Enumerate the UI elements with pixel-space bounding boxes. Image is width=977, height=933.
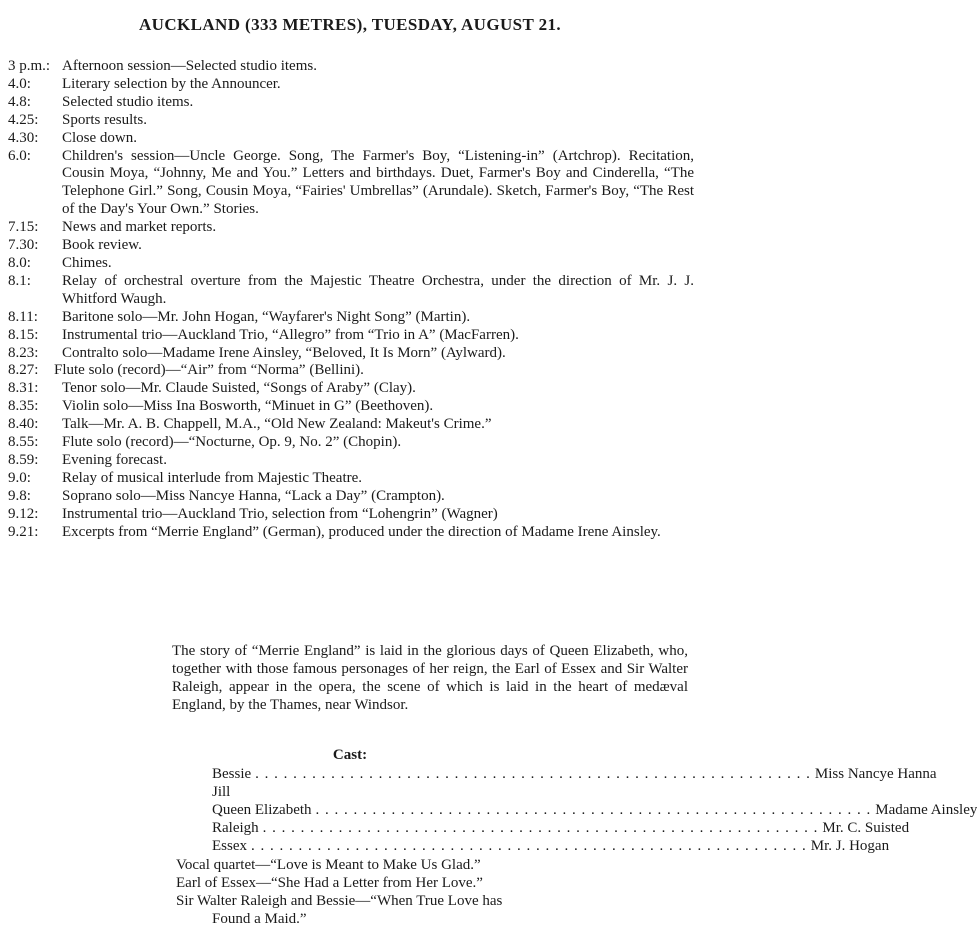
- entry-description: Instrumental trio—Auckland Trio, “Allegro” from “Trio in A” (MacFarren).: [62, 326, 519, 343]
- schedule-entry: [8, 416, 694, 434]
- cast-actor: Miss Nancye Hanna: [814, 766, 937, 782]
- entry-time: 4.30:: [8, 129, 39, 146]
- entry-description: Flute solo (record)—“Air” from “Norma” (Bellini).: [54, 362, 364, 379]
- entry-time: 7.15:: [8, 219, 39, 236]
- cast-row: [212, 801, 977, 820]
- entry-time: 3 p.m.:: [8, 58, 51, 74]
- schedule-entry: [8, 58, 694, 76]
- cast-list: [212, 766, 977, 855]
- dot-leader: . . . . . . . . . . . . . . . . . . . . . . . . . . . . . . . . . . . . . . . . . . . . . . . . . . . . . . . . . . .: [251, 837, 807, 854]
- schedule-entry: [8, 130, 694, 148]
- entry-description: Selected studio items.: [62, 93, 194, 110]
- schedule-entry: [8, 94, 694, 112]
- entry-time: 9.0:: [8, 469, 31, 486]
- entry-time: 8.55:: [8, 434, 39, 451]
- schedule-entry: [8, 255, 694, 273]
- number-line: Earl of Essex—“She Had a Letter from Her Love.”: [176, 874, 483, 891]
- entry-time: 8.31:: [8, 380, 39, 397]
- cast-row: [212, 766, 937, 784]
- schedule-entry: [8, 506, 694, 524]
- entry-description: Baritone solo—Mr. John Hogan, “Wayfarer's Night Song” (Martin).: [62, 308, 471, 325]
- entry-description: Afternoon session—Selected studio items.: [62, 58, 317, 74]
- entry-description: Relay of orchestral overture from the Majestic Theatre Orchestra, under the direction of Mr. J. J. Whitford Waugh.: [62, 272, 694, 307]
- entry-time: 9.12:: [8, 505, 39, 522]
- entry-time: 4.8:: [8, 93, 31, 110]
- schedule-entry: [8, 219, 694, 237]
- entry-description: Book review.: [62, 237, 142, 254]
- cast-role: Essex: [212, 837, 247, 854]
- schedule-entry: [8, 309, 694, 327]
- schedule-entry: [8, 327, 694, 345]
- cast-role: Queen Elizabeth: [212, 801, 312, 818]
- entry-time: 8.27:: [8, 362, 39, 379]
- entry-description: Close down.: [62, 129, 137, 146]
- cast-heading: Cast:: [332, 747, 368, 763]
- schedule-entry: [8, 237, 694, 255]
- dot-leader: . . . . . . . . . . . . . . . . . . . . . . . . . . . . . . . . . . . . . . . . . . . . . . . . . . . . . . . . . . .: [315, 801, 872, 818]
- cast-role: Raleigh: [212, 819, 259, 836]
- entry-description: Excerpts from “Merrie England” (German), produced under the direction of Madame Irene Ainsley.: [62, 523, 661, 540]
- entry-description: Flute solo (record)—“Nocturne, Op. 9, No. 2” (Chopin).: [62, 434, 402, 451]
- entry-description: Violin solo—Miss Ina Bosworth, “Minuet in G” (Beethoven).: [62, 398, 434, 415]
- page-title: AUCKLAND (333 METRES), TUESDAY, AUGUST 21.: [138, 15, 562, 34]
- entry-time: 8.59:: [8, 451, 39, 468]
- schedule-entry: [8, 488, 694, 506]
- entry-description: Tenor solo—Mr. Claude Suisted, “Songs of Araby” (Clay).: [62, 380, 416, 397]
- cast-actor: Mr. C. Suisted: [822, 819, 910, 836]
- schedule-entry: [8, 148, 694, 220]
- schedule-entry: [8, 273, 694, 309]
- cast-actor: Mr. J. Hogan: [810, 837, 890, 854]
- cast-row: [212, 784, 654, 802]
- entry-time: 8.11:: [8, 308, 38, 325]
- entry-time: 8.1:: [8, 272, 31, 289]
- entry-description: Evening forecast.: [62, 451, 167, 468]
- entry-time: 8.0:: [8, 254, 31, 271]
- dot-leader: . . . . . . . . . . . . . . . . . . . . . . . . . . . . . . . . . . . . . . . . . . . . . . . . . . . . . . . . . . .: [262, 819, 819, 836]
- entry-time: 6.0:: [8, 147, 31, 164]
- schedule-entry: [8, 524, 694, 542]
- schedule-entry: [8, 112, 694, 130]
- entry-description: Relay of musical interlude from Majestic Theatre.: [62, 469, 363, 486]
- entry-description: Instrumental trio—Auckland Trio, selection from “Lohengrin” (Wagner): [62, 505, 498, 522]
- entry-description: Talk—Mr. A. B. Chappell, M.A., “Old New Zealand: Makeut's Crime.”: [62, 416, 492, 433]
- schedule-list: [8, 58, 694, 541]
- schedule-entry: [8, 452, 694, 470]
- number-line: Vocal quartet—“Love is Meant to Make Us Glad.”: [176, 857, 481, 873]
- number-line: Sir Walter Raleigh and Bessie—“When True Love has: [176, 892, 503, 909]
- schedule-entry: [8, 76, 694, 94]
- schedule-entry: [8, 434, 694, 452]
- cast-row: [212, 819, 910, 838]
- entry-time: 8.23:: [8, 344, 39, 361]
- entry-description: Soprano solo—Miss Nancye Hanna, “Lack a Day” (Crampton).: [62, 487, 445, 504]
- musical-numbers: [176, 857, 690, 929]
- schedule-entry: [8, 380, 694, 398]
- merrie-england-story: The story of “Merrie England” is laid in the glorious days of Queen Elizabeth, who, together with those famous personages of her reign, the Earl of Essex and Sir Walter Raleigh, appear in the opera, the scene of which is laid in the heart of medæval England, by the Thames, near Windsor.: [172, 643, 688, 713]
- entry-time: 9.21:: [8, 523, 39, 540]
- entry-time: 4.0:: [8, 75, 31, 92]
- schedule-entry: [8, 398, 694, 416]
- schedule-entry: [8, 470, 694, 488]
- number-line: Found a Maid.”: [212, 910, 307, 927]
- entry-time: 8.35:: [8, 398, 39, 415]
- entry-description: Chimes.: [62, 254, 112, 271]
- entry-description: Contralto solo—Madame Irene Ainsley, “Beloved, It Is Morn” (Aylward).: [62, 344, 506, 361]
- cast-row: [212, 837, 890, 856]
- entry-time: 8.40:: [8, 416, 39, 433]
- entry-description: Literary selection by the Announcer.: [62, 75, 281, 92]
- entry-description: News and market reports.: [62, 219, 217, 236]
- schedule-entry: [8, 345, 694, 363]
- cast-role: Bessie: [212, 766, 252, 782]
- entry-time: 9.8:: [8, 487, 31, 504]
- entry-time: 4.25:: [8, 111, 39, 128]
- entry-time: 8.15:: [8, 326, 39, 343]
- entry-description: Children's session—Uncle George. Song, The Farmer's Boy, “Listening-in” (Artchrop). Recitation, Cousin Moya, “Johnny, Me and You.” Letters and birthdays. Duet, Farmer's Boy and Cinderella, “The Telephone Girl.” Song, Cousin Moya, “Fairies' Umbrellas” (Arundale). Sketch, Farmer's Boy, “The Rest of the Day's Your Own.” Stories.: [62, 147, 694, 218]
- cast-actor: Madame Ainsley: [875, 801, 977, 818]
- entry-time: 7.30:: [8, 237, 39, 254]
- dot-leader: . . . . . . . . . . . . . . . . . . . . . . . . . . . . . . . . . . . . . . . . . . . . . . . . . . . . . . . . . . .: [255, 766, 811, 782]
- cast-role: Jill: [212, 783, 231, 800]
- entry-description: Sports results.: [62, 111, 148, 128]
- schedule-entry: [8, 362, 694, 380]
